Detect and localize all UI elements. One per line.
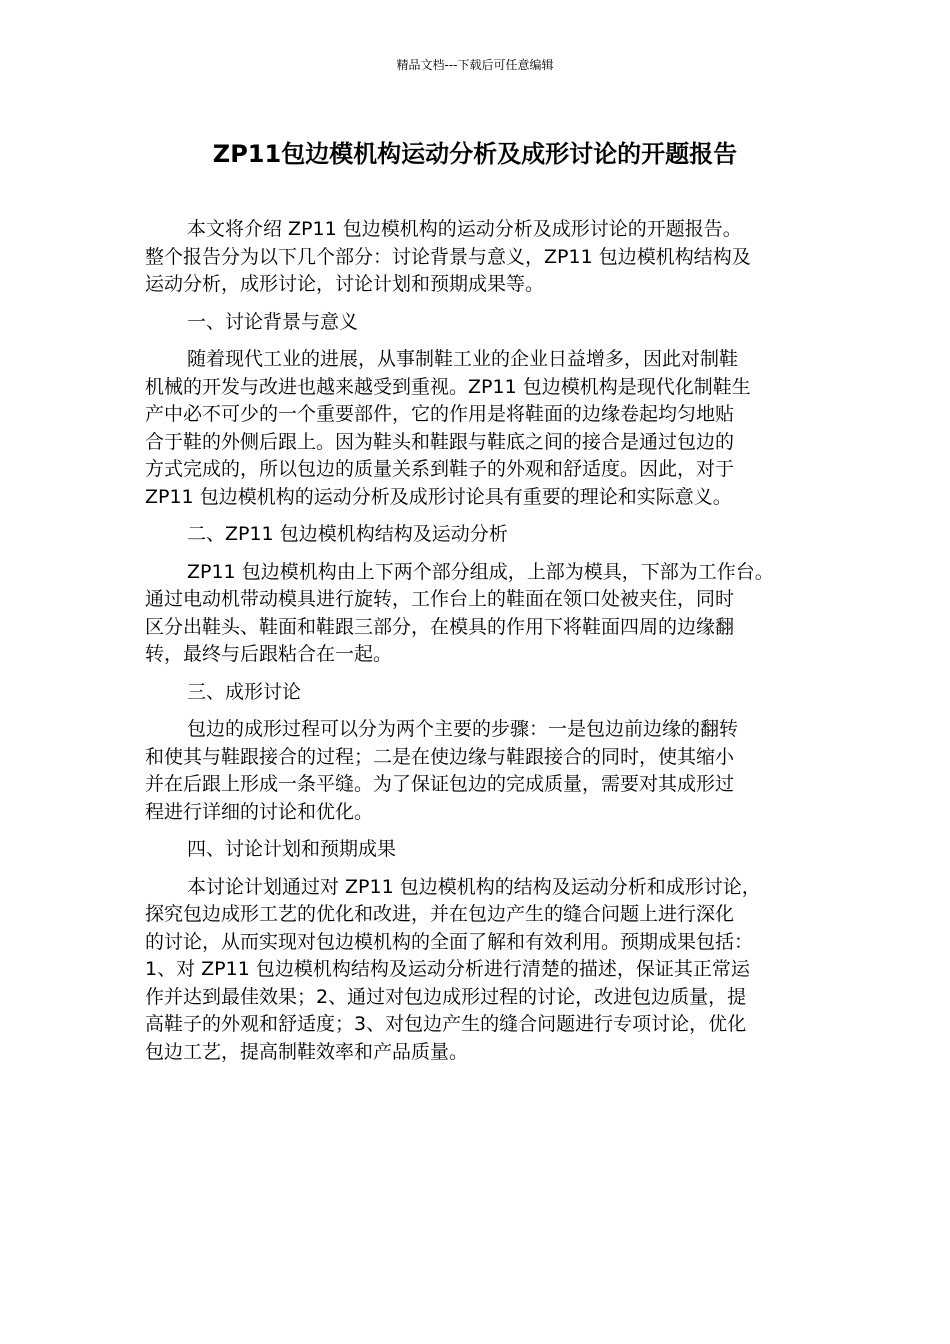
section-heading-background: 一、讨论背景与意义 — [187, 310, 359, 333]
forming-paragraph: 包边的成形过程可以分为两个主要的步骤：一是包边前边缘的翻转 和使其与鞋跟接合的过程；二是在使边缘与鞋跟接合的同时，使其缩小 并在后跟上形成一条平缝。为了保证包边的完成质量，需要对其成形过 程进行详细的讨论和优化。 — [145, 718, 739, 823]
document-body — [145, 216, 825, 1076]
section-heading-forming: 三、成形讨论 — [187, 680, 302, 703]
background-paragraph: 随着现代工业的进展，从事制鞋工业的企业日益增多，因此对制鞋 机械的开发与改进也越来越受到重视。ZP11 包边模机构是现代化制鞋生 产中必不可少的一个重要部件，它的作用是将鞋面的边缘卷起均匀地贴 合于鞋的外侧后跟上。因为鞋头和鞋跟与鞋底之间的接合是通过包边的 方式完成的，所以包边的质量关系到鞋子的外观和舒适度。因此，对于 ZP11 包边模机构的运动分析及成形讨论具有重要的理论和实际意义。 — [145, 348, 751, 508]
intro-paragraph: 本文将介绍 ZP11 包边模机构的运动分析及成形讨论的开题报告。 整个报告分为以下几个部分：讨论背景与意义，ZP11 包边模机构结构及 运动分析，成形讨论，讨论计划和预期成果等。 — [145, 218, 751, 295]
structure-paragraph: ZP11 包边模机构由上下两个部分组成，上部为模具，下部为工作台。 通过电动机带动模具进行旋转，工作台上的鞋面在领口处被夹住，同时 区分出鞋头、鞋面和鞋跟三部分，在模具的作用下将鞋面四周的边缘翻 转，最终与后跟粘合在一起。 — [145, 560, 774, 665]
header-note: 精品文档---下载后可任意编辑 — [396, 58, 554, 72]
section-heading-plan: 四、讨论计划和预期成果 — [187, 838, 397, 860]
section-heading-structure: 二、ZP11 包边模机构结构及运动分析 — [187, 523, 508, 545]
document-title: ZP11包边模机构运动分析及成形讨论的开题报告 — [212, 140, 738, 168]
plan-paragraph: 本讨论计划通过对 ZP11 包边模机构的结构及运动分析和成形讨论， 探究包边成形工艺的优化和改进，并在包边产生的缝合问题上进行深化 的讨论，从而实现对包边模机构的全面了解和有效利用。预期成果包括： 1、对 ZP11 包边模机构结构及运动分析进行清楚的描述，保证其正常运 作并达到最佳效果；2、通过对包边成形过程的讨论，改进包边质量，提 高鞋子的外观和舒适度；3、对包边产生的缝合问题进行专项讨论，优化 包边工艺，提高制鞋效率和产品质量。 — [145, 875, 761, 1063]
